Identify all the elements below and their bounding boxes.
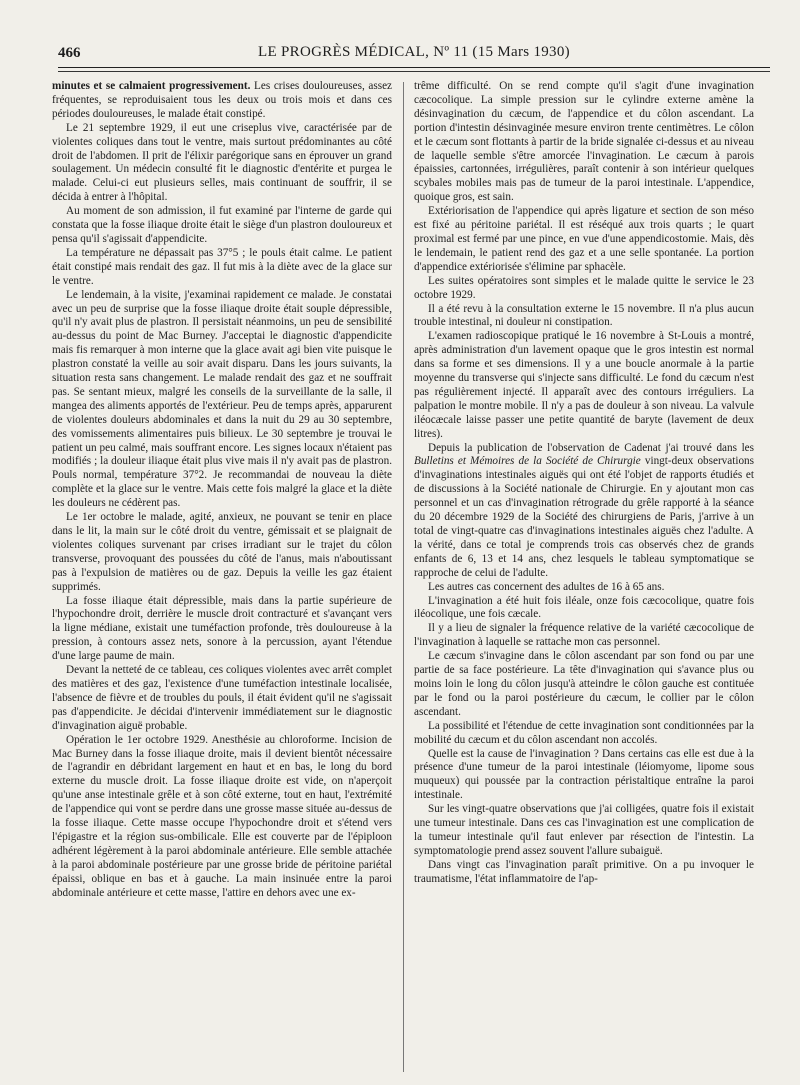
paragraph <box>414 442 754 581</box>
paragraph: L'examen radioscopique pratiqué le 16 novembre à St-Louis a montré, après administration d'un lavement opaque que le gros intestin est normal dans sa forme et ses dimensions. Il y a une boucle anormale à la partie moyenne du transverse qui s'injecte sans difficulté. Le fond du cæcum n'est pas régulièrement injecté. Il apparaît avec des contours irréguliers. La palpation le montre mobile. Il n'y a pas de douleur à son niveau. La valvule iléocæcale laisse passer une petite quantité de baryte (lavement de deux litres). <box>414 330 754 440</box>
paragraph: trême difficulté. On se rend compte qu'il s'agit d'une invagination cæcocolique. La simple pression sur le cylindre externe amène la désinvagination du cæcum, de l'appendice et du côlon ascendant. La portion d'intestin désinvaginée mesure environ trente centimètres. Le côlon et le cæcum sont flottants à partir de la bride signalée ci-dessus et au niveau de laquelle semble s'être amorcée l'invagination. Le cæcum à parois épaissies, cartonnées, irrégulières, paraît contenir à son intérieur quelques scybales mobiles mais pas de tumeur de la paroi intestinale. L'appendice, quoique gros, est sain. <box>414 80 754 204</box>
paragraph: Extériorisation de l'appendice qui après ligature et section de son méso est fixé au péritoine pariétal. Il est réséqué aux trois quarts ; le quart proximal est fermé par une pince, en vue d'une appendicostomie. Mais, dès le lendemain, le patient rend des gaz et a une selle spontanée. La portion d'appendice extériorisée s'élimine par sphacèle. <box>414 205 754 273</box>
paragraph: Le 21 septembre 1929, il eut une criseplus vive, caractérisée par de violentes coliques dans tout le ventre, mais surtout prédominantes au côté droit de l'abdomen. Il prit de l'élixir parégorique sans en éprouver un grand soulagement. Un médecin consulté fit le diagnostic d'entérite et purgea le malade. Celui-ci eut plusieurs selles, mais continuant de souffrir, il se décida à entrer à l'hôpital. <box>52 121 392 204</box>
paragraph: Sur les vingt-quatre observations que j'ai colligées, quatre fois il existait une tumeur intestinale. Dans ces cas l'invagination est une complication de la tumeur intestinale qu'il faut enlever par résection de l'intestin. La symptomatologie prend assez souvent l'allure subaiguë. <box>414 803 754 857</box>
paragraph <box>52 80 392 122</box>
paragraph: Le lendemain, à la visite, j'examinai rapidement ce malade. Je constatai avec un peu de surprise que la fosse iliaque droite était souple dépressible, qu'il n'y avait plus de plastron. Il persistait néanmoins, un peu de sensibilité au-dessus du point de Mac Burney. J'acceptai le diagnostic d'appendicite mais fis remarquer à mon interne que la glace avait agi bien vite puisque le plastron constaté la veille au soir avait disparu. Dans les jours suivants, la situation resta sans changement. Le malade rendait des gaz et ne souffrait pas. Se sentant mieux, malgré les conseils de la surveillante de la salle, il mangea des aliments apportés de l'extérieur. Peu de temps après, apparurent de violentes douleurs abdominales et dans la nuit du 29 au 30 septembre, des vomissements alimentaires puis bilieux. Le 30 septembre je trouvai le patient un peu calmé, mais souffrant encore. Les signes locaux n'étaient pas modifiés ; la douleur iliaque était plus vive mais il n'y avait pas de plastron. Pouls normal, température 37°2. Je recommandai de nouveau la diète complète et la glace sur le ventre. Mais cette fois malgré la glace et la diète les douleurs ne cédèrent pas. <box>52 288 392 510</box>
paragraph-text: Depuis la publication de l'observation de Cadenat j'ai trouvé dans les <box>428 441 754 454</box>
header-rule-thin <box>58 71 770 72</box>
paragraph: La fosse iliaque était dépressible, mais dans la partie supérieure de l'hypochondre droit, derrière le muscle droit contracturé et s'avançant vers la ligne médiane, existait une tuméfaction profonde, très douloureuse à la pression, à contours assez nets, sonore à la percussion, ayant l'étendue d'une large paume de main. <box>52 594 392 663</box>
paragraph: Il y a lieu de signaler la fréquence relative de la variété cæcocolique de l'invagination à laquelle se rattache mon cas personnel. <box>414 622 754 649</box>
paragraph: L'invagination a été huit fois iléale, onze fois cæcocolique, quatre fois iléocolique, une fois cæcale. <box>414 594 754 621</box>
paragraph: Les suites opératoires sont simples et le malade quitte le service le 23 octobre 1929. <box>414 274 754 301</box>
page-header <box>58 43 770 65</box>
column-divider <box>403 82 404 1072</box>
page-number: 466 <box>58 45 81 61</box>
journal-title-citation: Bulletins et Mémoires de la Société de Chirurgie <box>414 455 641 468</box>
paragraph: Les autres cas concernent des adultes de 16 à 65 ans. <box>428 580 665 593</box>
paragraph: Opération le 1er octobre 1929. Anesthésie au chloroforme. Incision de Mac Burney dans la fosse iliaque droite, mais il devient bientôt nécessaire de l'agrandir en débridant largement en haut et en bas, le long du bord externe du muscle droit. La fosse iliaque droite est vide, on n'aperçoit qu'une anse intestinale grêle et à son côté externe, tout en haut, l'extrémité de l'appendice qui vont se perdre dans une grosse masse située au-dessus de la fosse iliaque. Cette masse occupe l'hypochondre droit et s'étend vers l'épigastre et la région sus-ombilicale. Elle est couverte par de l'épiploon adhérent légèrement à la paroi abdominale antérieure. Elle semble attachée à la paroi abdominale postérieure par une grosse bride de péritoine pariétal épaissi, oblique en bas et à gauche. La main insinuée entre la paroi abdominale antérieure et cette masse, l'attire en dehors avec une ex- <box>52 733 392 899</box>
paragraph: La possibilité et l'étendue de cette invagination sont conditionnées par la mobilité du cæcum et du côlon ascendant non accolés. <box>414 719 754 746</box>
header-rule-thick <box>58 67 770 68</box>
paragraph: Le 1er octobre le malade, agité, anxieux, ne pouvant se tenir en place dans le lit, la main sur le côté droit du ventre, gémissait et se plaignait de violentes coliques survenant par crises irradiant sur le trajet du côlon transverse, provoquant des poussées du côté de l'anus, mais n'aboutissant pas à l'expulsion de matières ou de gaz. Depuis la veille les gaz étaient supprimés. <box>52 511 392 593</box>
running-title: LE PROGRÈS MÉDICAL, Nº 11 (15 Mars 1930) <box>258 44 570 60</box>
paragraph: Il a été revu à la consultation externe le 15 novembre. Il n'a plus aucun trouble intestinal, ni douleur ni constipation. <box>414 302 754 329</box>
right-column <box>414 80 754 1075</box>
paragraph: Dans vingt cas l'invagination paraît primitive. On a pu invoquer le traumatisme, l'état inflammatoire de l'ap- <box>414 858 754 885</box>
left-column <box>52 80 392 1075</box>
paragraph-text: Les crises douloureuses, assez fréquentes, se reproduisaient tous les deux ou trois mois et dans ces périodes douloureuses, le malade était constipé. <box>52 80 392 120</box>
paragraph: La température ne dépassait pas 37°5 ; le pouls était calme. Le patient était constipé mais rendait des gaz. Il fut mis à la diète avec de la glace sur le ventre. <box>52 246 392 287</box>
paragraph: Quelle est la cause de l'invagination ? Dans certains cas elle est due à la présence d'une tumeur de la paroi intestinale (léiomyome, lipome sous muqueux) qui poussée par la contraction péristaltique entraîne la paroi intestinale. <box>414 747 754 802</box>
paragraph: Au moment de son admission, il fut examiné par l'interne de garde qui constata que la fosse iliaque droite était le siège d'un plastron douloureux et pensa qu'il s'agissait d'appendicite. <box>52 205 392 245</box>
paragraph: Le cæcum s'invagine dans le côlon ascendant par son fond ou par une partie de sa face postérieure. La tête d'invagination qui s'avance plus ou moins loin le long du côlon jusqu'à atteindre le côlon gauche est contituée par le fond ou la paroi postérieure du cæcum, le collier par le côlon ascendant. <box>414 650 754 718</box>
paragraph: Devant la netteté de ce tableau, ces coliques violentes avec arrêt complet des matières et des gaz, l'existence d'une tuméfaction intestinale localisée, l'absence de fièvre et de troubles du pouls, il était évident qu'il ne s'agissait pas d'appendicite. Je décidai d'intervenir immédiatement sur le diagnostic d'invagination aiguë probable. <box>52 664 392 732</box>
paragraph-lead: minutes et se calmaient progressivement. <box>52 80 251 92</box>
paragraph-text: vingt-deux observations d'invaginations intestinales aiguës qui ont été l'objet de rapports étudiés et de discussions à la Société nationale de Chirurgie. En y ajoutant mon cas personnel et un cas d'invagination rétrograde du grêle rapporté à la séance du 20 décembre 1929 de la Société des chirurgiens de Paris, j'arrive à un total de vingt-quatre cas d'invaginations intestinales aiguës chez l'adulte. A la vérité, dans ce total je comprends trois cas observés chez de grands enfants de 6, 13 et 14 ans, chez lesquels le tableau symptomatique se rapproche de celui de l'adulte. <box>414 455 754 579</box>
